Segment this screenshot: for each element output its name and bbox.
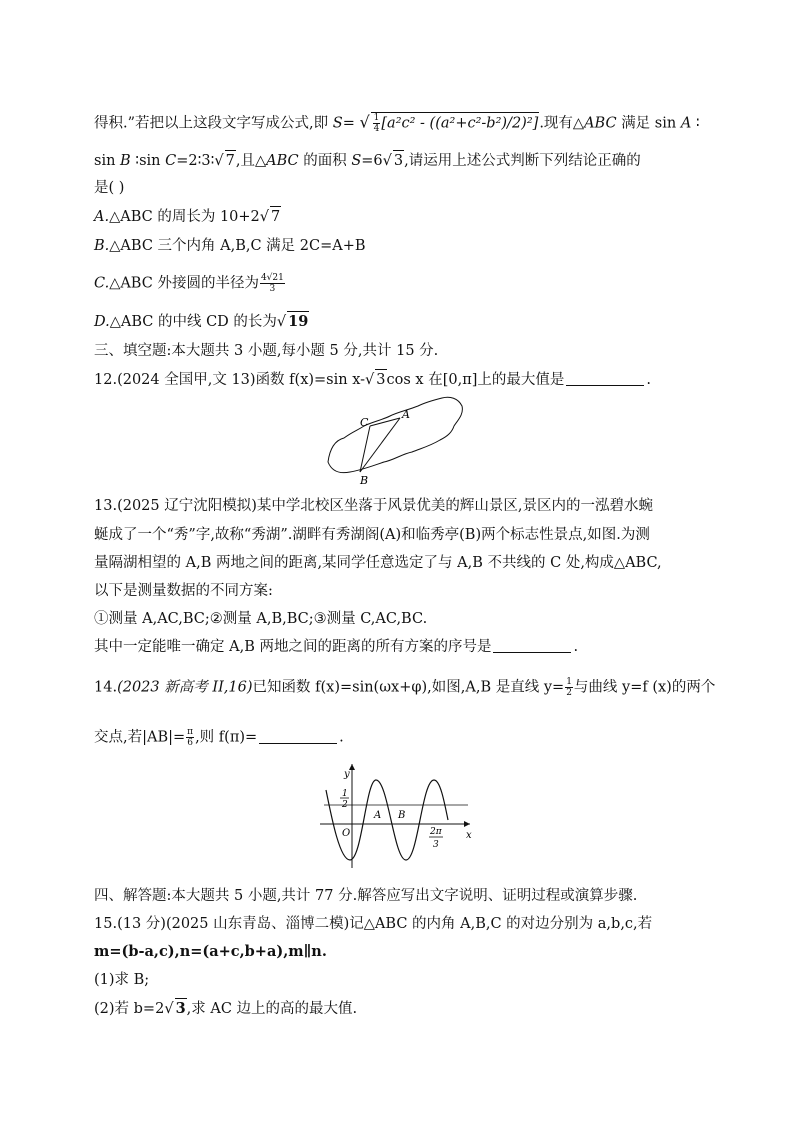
q11-option-a [94,206,281,227]
question-12 [94,369,651,390]
question-13-line-6 [94,637,578,657]
half-label-num: 1 [342,789,348,799]
text: 已知函数 f(x)=sin(ωx+φ),如图,A,B 是直线 y= [252,679,565,696]
option-label: D. [94,314,110,330]
question-source: (2024 全国甲,文 13) [117,372,256,388]
text: sin [94,153,121,169]
tick-label-num: 2π [430,827,442,837]
question-source: (2025 辽宁沈阳模拟) [117,498,257,514]
var: ABC [266,153,299,169]
radicand: 7 [270,206,281,227]
var: B [120,153,131,169]
q11-option-c [94,273,286,294]
pi-sixth-fraction: $\frac{\pi}{6}$ [187,727,194,748]
var: A [680,115,692,132]
sqrt-sign: √ [259,209,270,225]
question-source: (2025 山东青岛、淄博二模) [165,916,350,932]
option-text: △ABC 的中线 CD 的长为 [109,314,277,330]
text: 函数 f(x)=sin x- [255,372,366,388]
text: ,请运用上述公式判断下列结论正确的 [404,153,641,169]
origin-label: O [342,828,351,839]
text: 其中一定能唯一确定 A,B 两地之间的距离的所有方案的序号是 [94,639,492,655]
text: ∶ [695,115,700,132]
point-label-a: A [374,810,382,821]
text: cos x 在[0,π]上的最大值是 [386,372,565,388]
text: .现有△ [539,115,585,132]
x-axis-arrow-icon [464,821,470,827]
text: =2∶3∶ [176,153,215,169]
text: ∶sin [135,153,166,169]
text: . [646,372,651,388]
question-14-line-2 [94,727,344,748]
text: 得积.”若把以上这段文字写成公式,即 [94,115,329,132]
sqrt-sign: √ [276,314,287,330]
radicand: 3 [175,1000,186,1017]
text: 的面积 [303,153,352,169]
q11-line-3: 是( ) [94,180,125,196]
question-13-line-4: 以下是测量数据的不同方案: [94,583,273,599]
sqrt-sign: √ [382,153,392,169]
text: 某中学北校区坐落于风景优美的辉山景区,景区内的一泓碧水蜿 [256,498,653,514]
question-source: (2023 新高考 II,16) [117,679,253,696]
lake-figure [322,392,472,484]
section-3-heading: 三、填空题:本大题共 3 小题,每小题 5 分,共计 15 分. [94,343,439,359]
question-15-line-1 [94,914,652,934]
q11-line-2 [94,150,641,171]
y-axis-arrow-icon [349,764,355,770]
question-15-part-1: (1)求 B; [94,972,150,988]
radicand: 19 [288,313,309,330]
sqrt-sign: √ [365,372,375,388]
var: S [351,153,362,169]
q11-option-d [94,311,309,332]
point-label-c: C [360,416,369,429]
question-number: 12. [94,372,118,388]
text: . [573,639,579,655]
question-13-line-5: ①测量 A,AC,BC;②测量 A,B,BC;③测量 C,AC,BC. [94,611,428,627]
x-axis-label: x [466,830,472,841]
answer-blank[interactable] [259,729,337,744]
sine-graph-figure [310,760,480,872]
y-axis-label: y [344,769,350,780]
question-13-line-2: 蜒成了一个“秀”字,故称“秀湖”.湖畔有秀湖阁(A)和临秀亭(B)两个标志性景点,如图.为测 [94,527,650,543]
text: ,求 AC 边上的高的最大值. [186,1001,358,1017]
answer-blank[interactable] [493,638,571,653]
option-label: C. [94,275,110,292]
text: ,则 f(π)= [195,729,258,746]
question-number: 14. [94,679,118,696]
var: S [332,115,343,132]
heron-formula [371,112,540,134]
sqrt-sign: √ [214,153,224,169]
text: ,且△ [235,153,267,169]
var: C [165,153,177,169]
q11-line-1 [94,112,700,134]
text: . [339,729,344,746]
question-number: 13. [94,498,118,514]
text: = [342,115,355,132]
section-4-heading: 四、解答题:本大题共 5 小题,共计 77 分.解答应写出文字说明、证明过程或演算步骤. [94,888,638,904]
option-text: △ABC 的周长为 10+2 [109,209,260,225]
sqrt-sign: √ [164,1001,174,1017]
question-15-line-2: m=(b-a,c),n=(a+c,b+a),m∥n. [94,943,327,960]
tick-label-den: 3 [433,840,439,850]
text: 交点,若|AB|= [94,729,186,746]
var: ABC [584,115,617,132]
lake-outline [328,397,462,472]
text: (2)若 b=2 [94,1001,165,1017]
point-label-b: B [360,474,369,484]
question-13-line-1 [94,496,653,516]
option-label: B. [94,238,110,254]
text: =6 [361,153,383,169]
formula-body: [a²c² - ((a²+c²-b²)/2)²] [381,115,539,132]
question-14-line-1 [94,677,715,698]
option-label: A. [94,209,110,225]
half-fraction: $\frac{1}{2}$ [566,677,572,698]
q11-option-b [94,236,366,256]
radicand: 7 [225,150,236,171]
radicand: 3 [375,369,386,390]
text: 满足 sin [621,115,681,132]
radicand: 3 [393,150,404,171]
quarter-fraction: $\frac{1}{4}$ [373,113,380,134]
radius-fraction: $\frac{4√21}{3}$ [260,273,284,294]
sqrt-sign: √ [359,112,370,132]
point-label-b: B [398,810,406,821]
point-label-a: A [402,408,410,421]
text: 记△ABC 的内角 A,B,C 的对边分别为 a,b,c,若 [349,916,653,932]
question-15-part-2 [94,998,357,1019]
question-number: 15. [94,916,118,932]
text: 与曲线 y=f (x)的两个 [573,679,716,696]
answer-blank[interactable] [566,371,644,386]
option-text: △ABC 外接圆的半径为 [109,275,259,292]
option-text: △ABC 三个内角 A,B,C 满足 2C=A+B [109,238,366,254]
question-13-line-3: 量隔湖相望的 A,B 两地之间的距离,某同学任意选定了与 A,B 不共线的 C 处,构成△ABC, [94,555,662,571]
half-label-den: 2 [342,800,348,810]
question-score: (13 分) [117,916,166,932]
